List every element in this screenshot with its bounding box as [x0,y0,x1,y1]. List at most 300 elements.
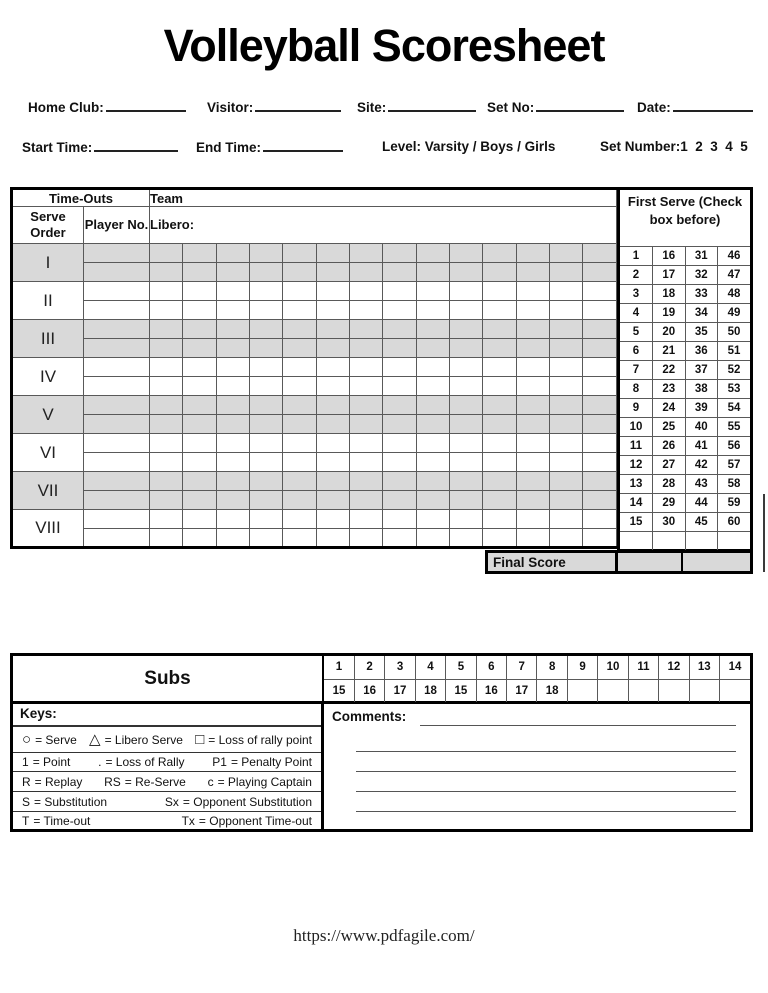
first-serve-number-20[interactable]: 20 [653,323,686,342]
first-serve-number-38[interactable]: 38 [685,380,718,399]
rally-cell[interactable] [150,244,183,263]
first-serve-number-57[interactable]: 57 [718,456,751,475]
rally-cell[interactable] [550,453,583,472]
rally-cell[interactable] [583,320,617,339]
rally-cell[interactable] [183,396,216,415]
rally-cell[interactable] [383,301,416,320]
rally-cell[interactable] [483,453,516,472]
rally-cell[interactable] [250,358,283,377]
rally-cell[interactable] [250,453,283,472]
rally-cell[interactable] [550,434,583,453]
rally-cell[interactable] [150,434,183,453]
rally-cell[interactable] [150,491,183,510]
rally-cell[interactable] [583,244,617,263]
first-serve-number-30[interactable]: 30 [653,513,686,532]
first-serve-number-4[interactable]: 4 [620,304,653,323]
rally-cell[interactable] [216,472,249,491]
subs-slot[interactable]: 15 [446,679,476,702]
rally-cell[interactable] [250,396,283,415]
rally-cell[interactable] [283,320,316,339]
rally-cell[interactable] [183,320,216,339]
rally-cell[interactable] [283,529,316,548]
rally-cell[interactable] [583,263,617,282]
first-serve-number-56[interactable]: 56 [718,437,751,456]
rally-cell[interactable] [450,453,483,472]
first-serve-number-9[interactable]: 9 [620,399,653,418]
comments-line[interactable] [356,811,736,812]
first-serve-number-2[interactable]: 2 [620,266,653,285]
rally-cell[interactable] [283,358,316,377]
first-serve-number-49[interactable]: 49 [718,304,751,323]
subs-slot[interactable]: 5 [446,656,476,679]
first-serve-empty-cell[interactable] [685,532,718,551]
subs-slot[interactable]: 9 [567,656,597,679]
first-serve-number-43[interactable]: 43 [685,475,718,494]
rally-cell[interactable] [316,434,349,453]
rally-cell[interactable] [216,301,249,320]
rally-cell[interactable] [416,396,449,415]
rally-cell[interactable] [316,453,349,472]
rally-cell[interactable] [150,529,183,548]
rally-cell[interactable] [150,320,183,339]
first-serve-number-48[interactable]: 48 [718,285,751,304]
first-serve-number-36[interactable]: 36 [685,342,718,361]
rally-cell[interactable] [350,529,383,548]
rally-cell[interactable] [516,301,549,320]
rally-cell[interactable] [450,434,483,453]
rally-cell[interactable] [283,453,316,472]
rally-cell[interactable] [316,529,349,548]
rally-cell[interactable] [483,415,516,434]
rally-cell[interactable] [250,529,283,548]
rally-cell[interactable] [450,415,483,434]
first-serve-number-37[interactable]: 37 [685,361,718,380]
rally-cell[interactable] [150,301,183,320]
rally-cell[interactable] [150,282,183,301]
rally-cell[interactable] [583,339,617,358]
level-selector[interactable] [382,139,555,159]
rally-cell[interactable] [550,472,583,491]
rally-cell[interactable] [250,320,283,339]
rally-cell[interactable] [316,472,349,491]
rally-cell[interactable] [183,415,216,434]
final-score-visitor-cell[interactable] [683,553,750,571]
first-serve-number-34[interactable]: 34 [685,304,718,323]
rally-cell[interactable] [483,472,516,491]
rally-cell[interactable] [216,510,249,529]
visitor-input[interactable] [255,99,341,112]
rally-cell[interactable] [350,358,383,377]
rally-cell[interactable] [416,491,449,510]
rally-cell[interactable] [516,396,549,415]
rally-cell[interactable] [516,472,549,491]
rally-cell[interactable] [416,320,449,339]
rally-cell[interactable] [383,282,416,301]
subs-slot[interactable]: 2 [354,656,384,679]
date-input[interactable] [673,99,753,112]
rally-cell[interactable] [250,510,283,529]
subs-slot[interactable]: 12 [659,656,689,679]
first-serve-number-16[interactable]: 16 [653,247,686,266]
rally-cell[interactable] [416,339,449,358]
rally-cell[interactable] [450,396,483,415]
first-serve-number-28[interactable]: 28 [653,475,686,494]
subs-slot[interactable]: 3 [385,656,415,679]
comments-line[interactable] [356,791,736,792]
rally-cell[interactable] [450,301,483,320]
first-serve-number-6[interactable]: 6 [620,342,653,361]
rally-cell[interactable] [350,244,383,263]
rally-cell[interactable] [583,472,617,491]
rally-cell[interactable] [383,472,416,491]
rally-cell[interactable] [550,301,583,320]
first-serve-number-31[interactable]: 31 [685,247,718,266]
rally-cell[interactable] [150,339,183,358]
subs-slot[interactable] [719,679,750,702]
first-serve-number-10[interactable]: 10 [620,418,653,437]
first-serve-number-22[interactable]: 22 [653,361,686,380]
rally-cell[interactable] [283,339,316,358]
rally-cell[interactable] [450,529,483,548]
first-serve-number-53[interactable]: 53 [718,380,751,399]
rally-cell[interactable] [283,263,316,282]
rally-cell[interactable] [483,263,516,282]
rally-cell[interactable] [416,472,449,491]
subs-slot[interactable] [628,679,658,702]
subs-slot[interactable] [567,679,597,702]
rally-cell[interactable] [250,244,283,263]
rally-cell[interactable] [350,453,383,472]
rally-cell[interactable] [183,282,216,301]
rally-cell[interactable] [416,244,449,263]
first-serve-number-1[interactable]: 1 [620,247,653,266]
rally-cell[interactable] [283,434,316,453]
rally-cell[interactable] [583,453,617,472]
rally-cell[interactable] [516,263,549,282]
first-serve-number-29[interactable]: 29 [653,494,686,513]
rally-cell[interactable] [483,510,516,529]
first-serve-number-58[interactable]: 58 [718,475,751,494]
rally-cell[interactable] [516,453,549,472]
first-serve-number-21[interactable]: 21 [653,342,686,361]
rally-cell[interactable] [383,491,416,510]
first-serve-number-8[interactable]: 8 [620,380,653,399]
rally-cell[interactable] [583,301,617,320]
first-serve-number-5[interactable]: 5 [620,323,653,342]
first-serve-number-17[interactable]: 17 [653,266,686,285]
rally-cell[interactable] [350,320,383,339]
rally-cell[interactable] [483,244,516,263]
rally-cell[interactable] [350,472,383,491]
rally-cell[interactable] [216,377,249,396]
rally-cell[interactable] [183,339,216,358]
comments-line[interactable] [356,751,736,752]
rally-cell[interactable] [216,396,249,415]
first-serve-number-59[interactable]: 59 [718,494,751,513]
rally-cell[interactable] [216,282,249,301]
rally-cell[interactable] [216,339,249,358]
rally-cell[interactable] [216,491,249,510]
rally-cell[interactable] [550,339,583,358]
rally-cell[interactable] [350,377,383,396]
rally-cell[interactable] [383,263,416,282]
rally-cell[interactable] [183,491,216,510]
rally-cell[interactable] [583,282,617,301]
rally-cell[interactable] [183,434,216,453]
rally-cell[interactable] [450,339,483,358]
rally-cell[interactable] [516,377,549,396]
subs-slot[interactable] [689,679,719,702]
rally-cell[interactable] [583,510,617,529]
subs-slot[interactable]: 14 [719,656,750,679]
rally-cell[interactable] [350,434,383,453]
rally-cell[interactable] [483,320,516,339]
rally-cell[interactable] [516,358,549,377]
rally-cell[interactable] [350,282,383,301]
rally-cell[interactable] [516,244,549,263]
rally-cell[interactable] [583,529,617,548]
rally-cell[interactable] [450,472,483,491]
rally-cell[interactable] [383,358,416,377]
rally-cell[interactable] [250,301,283,320]
rally-cell[interactable] [550,263,583,282]
set-no-input[interactable] [536,99,624,112]
rally-cell[interactable] [450,320,483,339]
rally-cell[interactable] [583,434,617,453]
first-serve-number-39[interactable]: 39 [685,399,718,418]
subs-slot[interactable]: 16 [476,679,506,702]
first-serve-empty-cell[interactable] [718,532,751,551]
rally-cell[interactable] [250,377,283,396]
rally-cell[interactable] [350,263,383,282]
rally-cell[interactable] [383,434,416,453]
rally-cell[interactable] [483,301,516,320]
subs-slot[interactable]: 1 [324,656,354,679]
rally-cell[interactable] [316,415,349,434]
first-serve-number-19[interactable]: 19 [653,304,686,323]
rally-cell[interactable] [416,263,449,282]
first-serve-number-23[interactable]: 23 [653,380,686,399]
rally-cell[interactable] [383,510,416,529]
player-no-cell[interactable] [84,244,150,263]
rally-cell[interactable] [383,453,416,472]
start-time-input[interactable] [94,139,178,152]
rally-cell[interactable] [250,472,283,491]
rally-cell[interactable] [183,510,216,529]
first-serve-number-24[interactable]: 24 [653,399,686,418]
rally-cell[interactable] [583,396,617,415]
rally-cell[interactable] [450,263,483,282]
first-serve-number-54[interactable]: 54 [718,399,751,418]
rally-cell[interactable] [350,510,383,529]
rally-cell[interactable] [150,415,183,434]
subs-slot[interactable]: 17 [507,679,537,702]
rally-cell[interactable] [383,396,416,415]
rally-cell[interactable] [283,301,316,320]
rally-cell[interactable] [550,415,583,434]
rally-cell[interactable] [216,415,249,434]
player-no-cell[interactable] [84,320,150,339]
rally-cell[interactable] [516,491,549,510]
first-serve-number-12[interactable]: 12 [620,456,653,475]
rally-cell[interactable] [316,510,349,529]
first-serve-number-26[interactable]: 26 [653,437,686,456]
rally-cell[interactable] [550,396,583,415]
rally-cell[interactable] [150,358,183,377]
rally-cell[interactable] [416,434,449,453]
rally-cell[interactable] [516,282,549,301]
first-serve-number-35[interactable]: 35 [685,323,718,342]
rally-cell[interactable] [516,529,549,548]
rally-cell[interactable] [450,358,483,377]
rally-cell[interactable] [350,339,383,358]
first-serve-number-3[interactable]: 3 [620,285,653,304]
rally-cell[interactable] [283,396,316,415]
rally-cell[interactable] [316,282,349,301]
rally-cell[interactable] [150,377,183,396]
first-serve-number-52[interactable]: 52 [718,361,751,380]
subs-slot[interactable] [659,679,689,702]
player-no-cell[interactable] [84,491,150,510]
rally-cell[interactable] [583,358,617,377]
first-serve-number-32[interactable]: 32 [685,266,718,285]
rally-cell[interactable] [383,529,416,548]
comments-line[interactable] [420,725,736,726]
rally-cell[interactable] [383,339,416,358]
player-no-cell[interactable] [84,510,150,529]
rally-cell[interactable] [216,453,249,472]
rally-cell[interactable] [283,415,316,434]
site-input[interactable] [388,99,476,112]
rally-cell[interactable] [316,301,349,320]
rally-cell[interactable] [316,377,349,396]
rally-cell[interactable] [350,396,383,415]
rally-cell[interactable] [483,491,516,510]
rally-cell[interactable] [316,358,349,377]
rally-cell[interactable] [250,282,283,301]
rally-cell[interactable] [316,491,349,510]
subs-slot[interactable] [598,679,628,702]
rally-cell[interactable] [183,377,216,396]
first-serve-number-51[interactable]: 51 [718,342,751,361]
rally-cell[interactable] [283,244,316,263]
rally-cell[interactable] [483,358,516,377]
player-no-cell[interactable] [84,282,150,301]
rally-cell[interactable] [550,358,583,377]
player-no-cell[interactable] [84,472,150,491]
rally-cell[interactable] [550,529,583,548]
rally-cell[interactable] [583,377,617,396]
subs-slot[interactable]: 13 [689,656,719,679]
first-serve-number-47[interactable]: 47 [718,266,751,285]
player-no-cell[interactable] [84,358,150,377]
rally-cell[interactable] [350,301,383,320]
rally-cell[interactable] [216,263,249,282]
set-number-selector[interactable] [600,139,748,159]
subs-slot[interactable]: 8 [537,656,567,679]
first-serve-number-50[interactable]: 50 [718,323,751,342]
subs-slot[interactable]: 18 [415,679,445,702]
rally-cell[interactable] [150,472,183,491]
rally-cell[interactable] [550,244,583,263]
rally-cell[interactable] [550,282,583,301]
final-score-home-cell[interactable] [618,553,683,571]
rally-cell[interactable] [183,358,216,377]
rally-cell[interactable] [483,339,516,358]
rally-cell[interactable] [350,491,383,510]
rally-cell[interactable] [383,244,416,263]
first-serve-number-11[interactable]: 11 [620,437,653,456]
rally-cell[interactable] [383,415,416,434]
rally-cell[interactable] [316,263,349,282]
rally-cell[interactable] [316,244,349,263]
first-serve-number-40[interactable]: 40 [685,418,718,437]
rally-cell[interactable] [416,282,449,301]
rally-cell[interactable] [450,377,483,396]
first-serve-number-14[interactable]: 14 [620,494,653,513]
rally-cell[interactable] [516,415,549,434]
rally-cell[interactable] [483,377,516,396]
end-time-input[interactable] [263,139,343,152]
rally-cell[interactable] [416,510,449,529]
rally-cell[interactable] [416,301,449,320]
rally-cell[interactable] [283,491,316,510]
subs-slot[interactable]: 16 [354,679,384,702]
rally-cell[interactable] [150,396,183,415]
subs-slot[interactable]: 6 [476,656,506,679]
rally-cell[interactable] [283,377,316,396]
set-number-options[interactable]: 1 2 3 4 5 [680,139,748,154]
rally-cell[interactable] [516,510,549,529]
comments-line[interactable] [356,771,736,772]
rally-cell[interactable] [450,510,483,529]
rally-cell[interactable] [450,244,483,263]
rally-cell[interactable] [516,434,549,453]
rally-cell[interactable] [516,339,549,358]
rally-cell[interactable] [516,320,549,339]
rally-cell[interactable] [316,339,349,358]
first-serve-number-55[interactable]: 55 [718,418,751,437]
player-no-cell[interactable] [84,301,150,320]
first-serve-number-46[interactable]: 46 [718,247,751,266]
rally-cell[interactable] [550,377,583,396]
subs-slot[interactable]: 10 [598,656,628,679]
rally-cell[interactable] [450,282,483,301]
subs-slot[interactable]: 17 [385,679,415,702]
rally-cell[interactable] [483,434,516,453]
rally-cell[interactable] [583,491,617,510]
rally-cell[interactable] [283,282,316,301]
rally-cell[interactable] [416,377,449,396]
rally-cell[interactable] [216,358,249,377]
rally-cell[interactable] [183,453,216,472]
rally-cell[interactable] [316,320,349,339]
rally-cell[interactable] [250,415,283,434]
first-serve-number-18[interactable]: 18 [653,285,686,304]
first-serve-number-27[interactable]: 27 [653,456,686,475]
first-serve-number-44[interactable]: 44 [685,494,718,513]
subs-slot[interactable]: 11 [628,656,658,679]
rally-cell[interactable] [216,529,249,548]
player-no-cell[interactable] [84,396,150,415]
player-no-cell[interactable] [84,453,150,472]
rally-cell[interactable] [350,415,383,434]
subs-slot[interactable]: 4 [415,656,445,679]
first-serve-number-60[interactable]: 60 [718,513,751,532]
rally-cell[interactable] [183,472,216,491]
rally-cell[interactable] [283,472,316,491]
rally-cell[interactable] [250,491,283,510]
